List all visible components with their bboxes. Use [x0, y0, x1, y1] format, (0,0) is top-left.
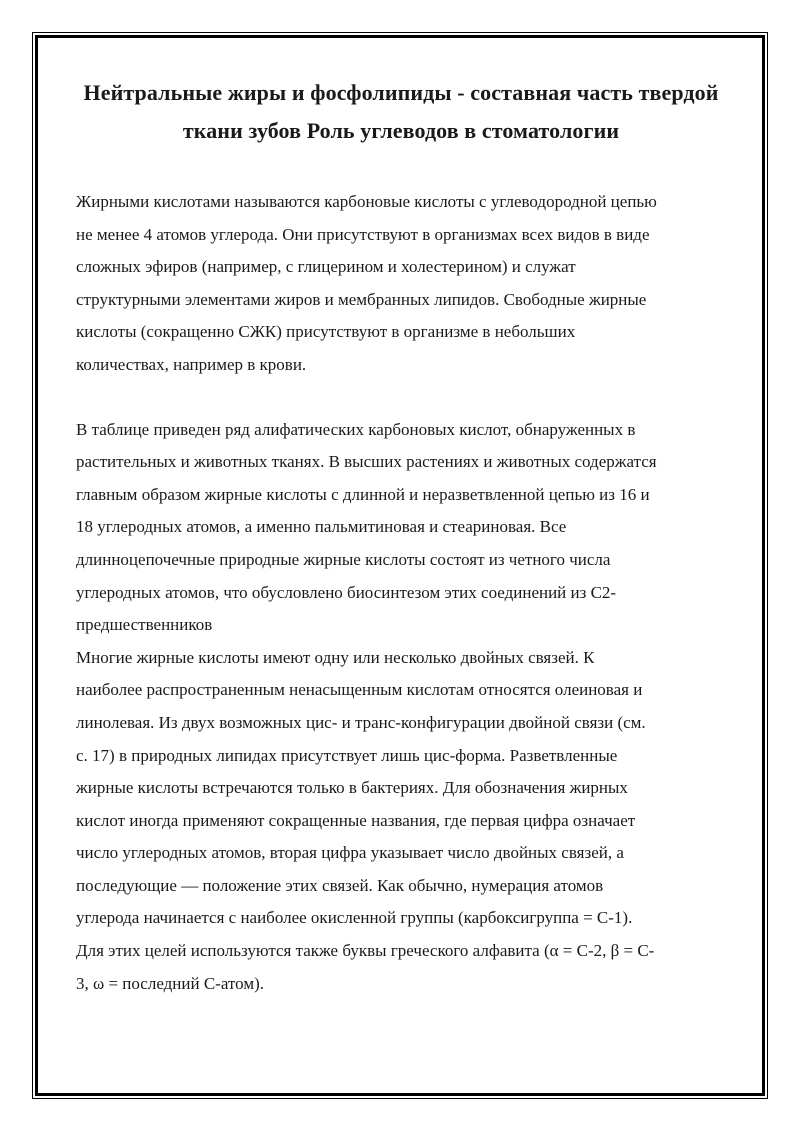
- document-body: [76, 72, 726, 1000]
- paragraph-fatty-acids-intro: Жирными кислотами называются карбоновые кислоты с углеводородной цепью не менее 4 атомов углерода. Они присутствуют в организмах всех видов в виде сложных эфиров (например, с глицерином и холестерином) и служат структурными элементами жиров и мембранных липидов. Свободные жирные кислоты (сокращенно СЖК) присутствуют в организме в небольших количествах, например в крови.: [76, 192, 657, 374]
- paragraph-unsaturated-acids: Многие жирные кислоты имеют одну или несколько двойных связей. К наиболее распространенным ненасыщенным кислотам относятся олеиновая и линолевая. Из двух возможных цис- и транс-конфигурации двойной связи (см. с. 17) в природных липидах присутствует лишь цис-форма. Разветвленные жирные кислоты встречаются только в бактериях. Для обозначения жирных кислот иногда применяют сокращенные названия, где первая цифра означает число углеродных атомов, вторая цифра указывает число двойных связей, а последующие — положение этих связей. Как обычно, нумерация атомов углерода начинается с наиболее окисленной группы (карбоксигруппа = С-1). Для этих целей используются также буквы греческого алфавита (α = С-2, β = С- 3, ω = последний С-атом).: [76, 647, 655, 993]
- paragraph-table-description: В таблице приведен ряд алифатических карбоновых кислот, обнаруженных в растительных и животных тканях. В высших растениях и животных содержатся главным образом жирные кислоты с длинной и неразветвленной цепью из 16 и 18 углеродных атомов, а именно пальмитиновая и стеариновая. Все длинноцепочечные природные жирные кислоты состоят из четного числа углеродных атомов, что обусловлено биосинтезом этих соединений из С2- предшественников: [76, 419, 657, 635]
- paragraph-spacer: [76, 382, 726, 414]
- document-title: Нейтральные жиры и фосфолипиды - составная часть твердой ткани зубов Роль углеводов в стоматологии: [83, 80, 719, 143]
